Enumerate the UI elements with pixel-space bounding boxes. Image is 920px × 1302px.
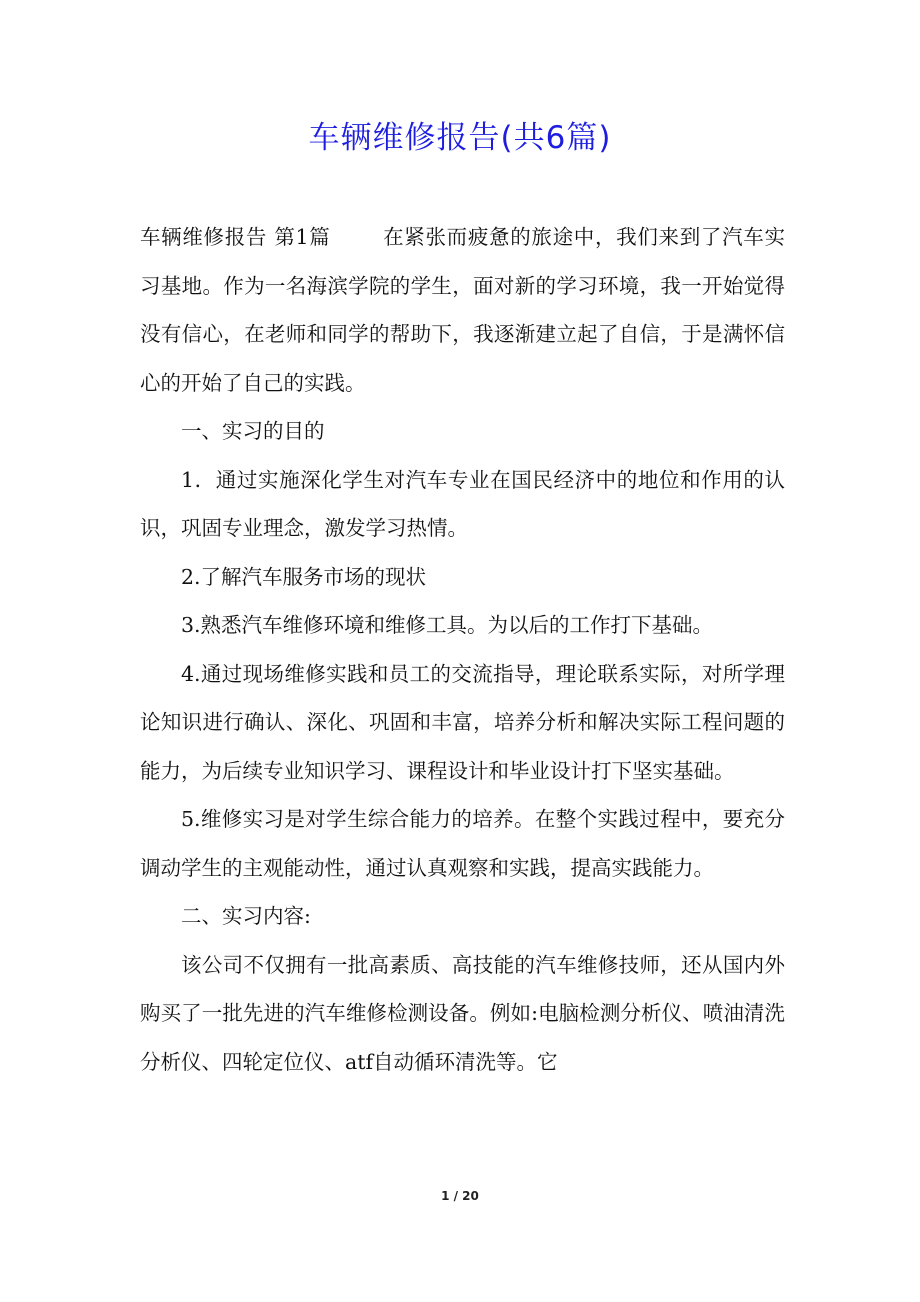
document-title: 车辆维修报告(共6篇) <box>308 120 612 156</box>
paragraph-item-5: 5.维修实习是对学生综合能力的培养。在整个实践过程中，要充分调动学生的主观能动性，通过认真观察和实践，提高实践能力。 <box>140 807 785 880</box>
paragraph-content: 该公司不仅拥有一批高素质、高技能的汽车维修技师，还从国内外购买了一批先进的汽车维修检测设备。例如:电脑检测分析仪、喷油清洗分析仪、四轮定位仪、atf自动循环清洗等。它 <box>140 952 785 1074</box>
paragraph-item-2: 2.了解汽车服务市场的现状 <box>181 564 427 589</box>
heading-content: 二、实习内容: <box>181 904 311 928</box>
paragraph-text: 在紧张而疲惫的旅途中，我们来到了汽车实习基地。作为一名海滨学院的学生，面对新的学习环境，我一开始觉得没有信心，在老师和同学的帮助下，我逐渐建立起了自信，于是满怀信心的开始了自己的实践。 <box>140 225 785 395</box>
document-body <box>140 213 785 1086</box>
section-heading: 车辆维修报告 第1篇 <box>140 225 331 249</box>
first-paragraph <box>140 213 785 407</box>
paragraph-item-3: 3.熟悉汽车维修环境和维修工具。为以后的工作打下基础。 <box>181 613 714 637</box>
paragraph-item-4: 4.通过现场维修实践和员工的交流指导，理论联系实际，对所学理论知识进行确认、深化、巩固和丰富，培养分析和解决实际工程问题的能力，为后续专业知识学习、课程设计和毕业设计打下坚实基础。 <box>140 661 785 783</box>
heading-purpose: 一、实习的目的 <box>181 419 325 443</box>
paragraph-item-1: 1．通过实施深化学生对汽车专业在国民经济中的地位和作用的认识，巩固专业理念，激发学习热情。 <box>140 467 785 540</box>
page-indicator: 1 / 20 <box>441 1189 479 1203</box>
